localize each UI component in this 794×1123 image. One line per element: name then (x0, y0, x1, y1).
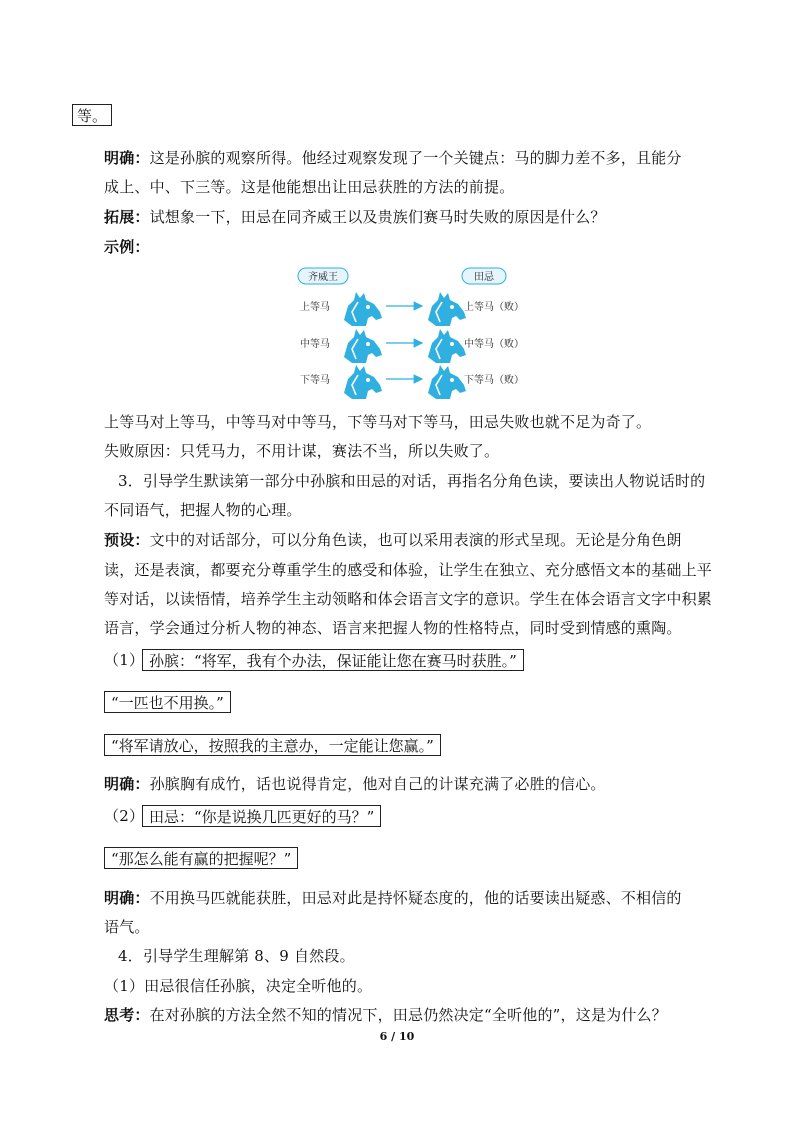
quote-1c-box: “将军请放心，按照我的主意办，一定能让您赢。” (104, 734, 441, 756)
paragraph-step3-line1: 3．引导学生默读第一部分中孙膑和田忌的对话，再指名分角色读，要读出人物说话时的 (118, 472, 706, 490)
horse-icon (344, 329, 382, 363)
label-mingque: 明确： (104, 775, 150, 793)
left-row-label-middle: 中等马 (300, 339, 330, 350)
right-header-text: 田忌 (474, 272, 494, 283)
left-row-label-upper: 上等马 (300, 302, 330, 313)
right-row-label-middle: 中等马（败） (464, 339, 524, 350)
right-row-label-upper: 上等马（败） (464, 302, 524, 313)
horse-race-diagram (290, 262, 540, 400)
label-yushe: 预设： (104, 531, 150, 549)
horse-icon (428, 365, 466, 399)
paragraph-mingque-2: 明确：孙膑胸有成竹，话也说得肯定，他对自己的计谋充满了必胜的信心。 (104, 775, 606, 793)
paragraph-tuozhan: 拓展：试想象一下，田忌在同齐威王以及贵族们赛马时失败的原因是什么？ (104, 208, 606, 226)
paragraph-mingque-1-line1: 明确：这是孙膑的观察所得。他经过观察发现了一个关键点：马的脚力差不多，且能分 (104, 149, 682, 167)
quote-1-box: 孙膑：“将军，我有个办法，保证能让您在赛马时获胜。” (142, 649, 524, 671)
paragraph-yushe-line4: 语言，学会通过分析人物的神态、语言来把握人物的性格特点，同时受到情感的熏陶。 (104, 619, 682, 637)
paragraph-mingque-3-line1: 明确：不用换马匹就能获胜，田忌对此是持怀疑态度的，他的话要读出疑惑、不相信的 (104, 889, 682, 907)
paragraph-step3-line2: 不同语气，把握人物的心理。 (104, 501, 302, 519)
top-boxed-text: 等。 (72, 104, 112, 126)
quote-2-number: （2） (104, 807, 145, 825)
paragraph-comparison: 上等马对上等马，中等马对中等马，下等马对下等马，田忌失败也就不足为奇了。 (104, 413, 652, 431)
paragraph-step4-1: （1）田忌很信任孙膑，决定全听他的。 (104, 977, 373, 995)
paragraph-sikao: 思考：在对孙膑的方法全然不知的情况下，田忌仍然决定“全听他的”，这是为什么？ (104, 1006, 667, 1024)
paragraph-failure-reason: 失败原因：只凭马力，不用计谋，赛法不当，所以失败了。 (104, 442, 500, 460)
left-header-text: 齐威王 (308, 272, 338, 283)
page-number: 6 / 10 (379, 1030, 415, 1043)
quote-2-box: 田忌：“你是说换几匹更好的马？” (142, 805, 381, 827)
horse-icon (344, 292, 382, 326)
quote-1b-box: “一匹也不用换。” (104, 691, 231, 713)
label-mingque: 明确： (104, 889, 150, 907)
row-middle (300, 329, 524, 363)
paragraph-yushe-line2: 读，还是表演，都要充分尊重学生的感受和体验，让学生在独立、充分感悟文本的基础上平 (104, 561, 713, 579)
paragraph-shili (104, 237, 150, 257)
row-lower (300, 365, 524, 399)
paragraph-step4: 4．引导学生理解第 8、9 自然段。 (118, 947, 355, 965)
label-sikao: 思考： (104, 1006, 150, 1024)
paragraph-mingque-1-line2: 成上、中、下三等。这是他能想出让田忌获胜的方法的前提。 (104, 178, 515, 196)
label-tuozhan: 拓展： (104, 208, 150, 226)
right-row-label-lower: 下等马（败） (464, 375, 524, 386)
row-upper (300, 292, 524, 326)
paragraph-mingque-3-line2: 语气。 (104, 918, 150, 936)
label-shili: 示例： (104, 238, 150, 256)
horse-icon (428, 292, 466, 326)
horse-icon (428, 329, 466, 363)
quote-1-number: （1） (104, 651, 145, 669)
quote-2b-box: “那怎么能有赢的把握呢？” (104, 847, 298, 869)
left-row-label-lower: 下等马 (300, 375, 330, 386)
horse-icon (344, 365, 382, 399)
paragraph-yushe-line1: 预设：文中的对话部分，可以分角色读，也可以采用表演的形式呈现。无论是分角色朗 (104, 531, 682, 549)
paragraph-yushe-line3: 等对话，以读悟情，培养学生主动领略和体会语言文字的意识。学生在体会语言文字中积累 (104, 590, 713, 608)
label-mingque: 明确： (104, 149, 150, 167)
